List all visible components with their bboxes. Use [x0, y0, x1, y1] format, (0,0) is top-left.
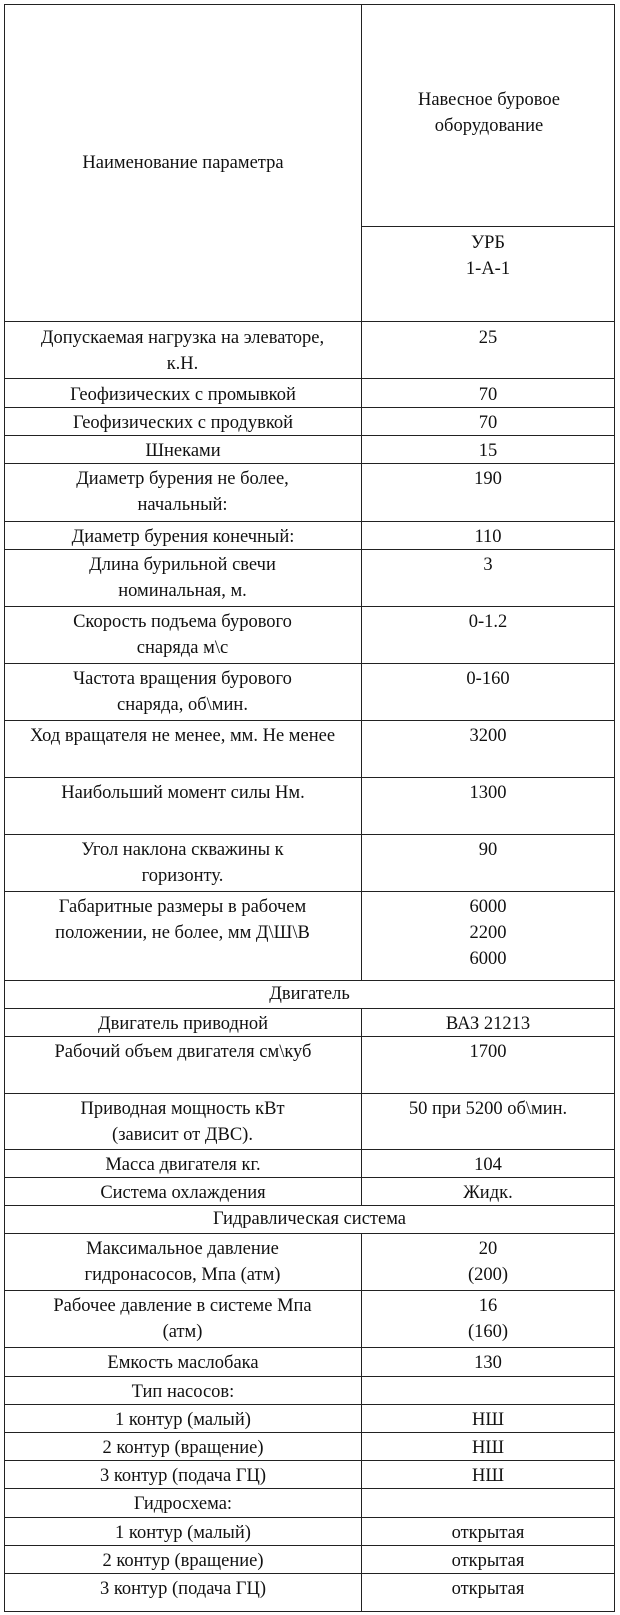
row-value: НШ — [471, 1438, 505, 1458]
row-value: 1300 — [469, 783, 507, 803]
row-param: Длина бурильной свечи номинальная, м. — [89, 555, 276, 601]
row-param: 1 контур (малый) — [115, 1523, 251, 1543]
row-value: 190 — [474, 469, 502, 489]
row-value: 130 — [474, 1353, 502, 1373]
row-value: 0-1.2 — [468, 612, 508, 632]
row-param: Геофизических с промывкой — [70, 385, 296, 405]
row-param: Максимальное давление гидронасосов, Мпа (атм) — [84, 1239, 281, 1285]
row-param: Частота вращения бурового снаряда, об\мин. — [73, 669, 292, 715]
section-title-engine: Двигатель — [269, 984, 350, 1004]
row-param: 2 контур (вращение) — [102, 1438, 264, 1458]
row-param: 1 контур (малый) — [115, 1410, 251, 1430]
row-param: Гидросхема: — [133, 1494, 233, 1514]
row-param: Скорость подъема бурового снаряда м\с — [73, 612, 292, 658]
row-param: Угол наклона скважины к горизонту. — [81, 840, 284, 886]
row-value: 70 — [478, 413, 498, 433]
row-param: Габаритные размеры в рабочем положении, не более, мм Д\Ш\В — [55, 897, 310, 943]
row-param: Двигатель приводной — [97, 1014, 268, 1034]
row-value: 104 — [474, 1155, 502, 1175]
row-value — [362, 1376, 614, 1379]
row-value: 15 — [478, 441, 498, 461]
row-param: 3 контур (подача ГЦ) — [99, 1466, 267, 1486]
row-value: НШ — [471, 1410, 505, 1430]
row-value: открытая — [451, 1523, 525, 1543]
row-param: Ход вращателя не менее, мм. Не менее — [29, 726, 336, 746]
row-param: Система охлаждения — [100, 1183, 266, 1203]
row-param: Диаметр бурения не более, начальный: — [76, 469, 289, 515]
row-value: 70 — [478, 385, 498, 405]
row-param: Емкость маслобака — [107, 1353, 259, 1373]
row-value: 25 — [478, 328, 498, 348]
header-param-name: Наименование параметра — [82, 153, 284, 173]
row-value — [362, 1488, 614, 1491]
row-value: 3 — [483, 555, 493, 575]
row-param: Наибольший момент силы Нм. — [61, 783, 305, 803]
row-value: 50 при 5200 об\мин. — [408, 1099, 568, 1119]
row-value: открытая — [451, 1551, 525, 1571]
row-param: Рабочий объем двигателя см\куб — [54, 1042, 312, 1062]
row-param: Масса двигателя кг. — [105, 1155, 261, 1175]
row-value: 16 (160) — [467, 1296, 509, 1342]
row-value: 20 (200) — [467, 1239, 509, 1285]
row-value: 0-160 — [466, 669, 510, 689]
row-value: открытая — [451, 1579, 525, 1599]
section-title-hydraulic: Гидравлическая система — [212, 1209, 407, 1229]
table-border-right — [614, 4, 615, 1612]
row-param: Шнеками — [145, 441, 221, 461]
row-value: ВАЗ 21213 — [445, 1014, 531, 1034]
row-value: 3200 — [469, 726, 507, 746]
row-param: Приводная мощность кВт (зависит от ДВС). — [80, 1099, 285, 1145]
row-param: 2 контур (вращение) — [102, 1551, 264, 1571]
header-equipment-title: Навесное буровое оборудование — [417, 90, 561, 136]
row-param: Допускаемая нагрузка на элеваторе, к.Н. — [40, 328, 325, 374]
row-value: 90 — [478, 840, 498, 860]
row-param: 3 контур (подача ГЦ) — [99, 1579, 267, 1599]
row-value: 1700 — [469, 1042, 507, 1062]
header-model: УРБ 1-А-1 — [465, 233, 511, 279]
row-value: 110 — [474, 527, 502, 547]
row-param: Диаметр бурения конечный: — [71, 527, 295, 547]
row-param: Рабочее давление в системе Мпа (атм) — [53, 1296, 312, 1342]
row-param: Тип насосов: — [131, 1382, 235, 1402]
row-value: 6000 2200 6000 — [469, 897, 507, 969]
row-value: НШ — [471, 1466, 505, 1486]
row-param: Геофизических с продувкой — [72, 413, 294, 433]
row-value: Жидк. — [463, 1183, 513, 1203]
